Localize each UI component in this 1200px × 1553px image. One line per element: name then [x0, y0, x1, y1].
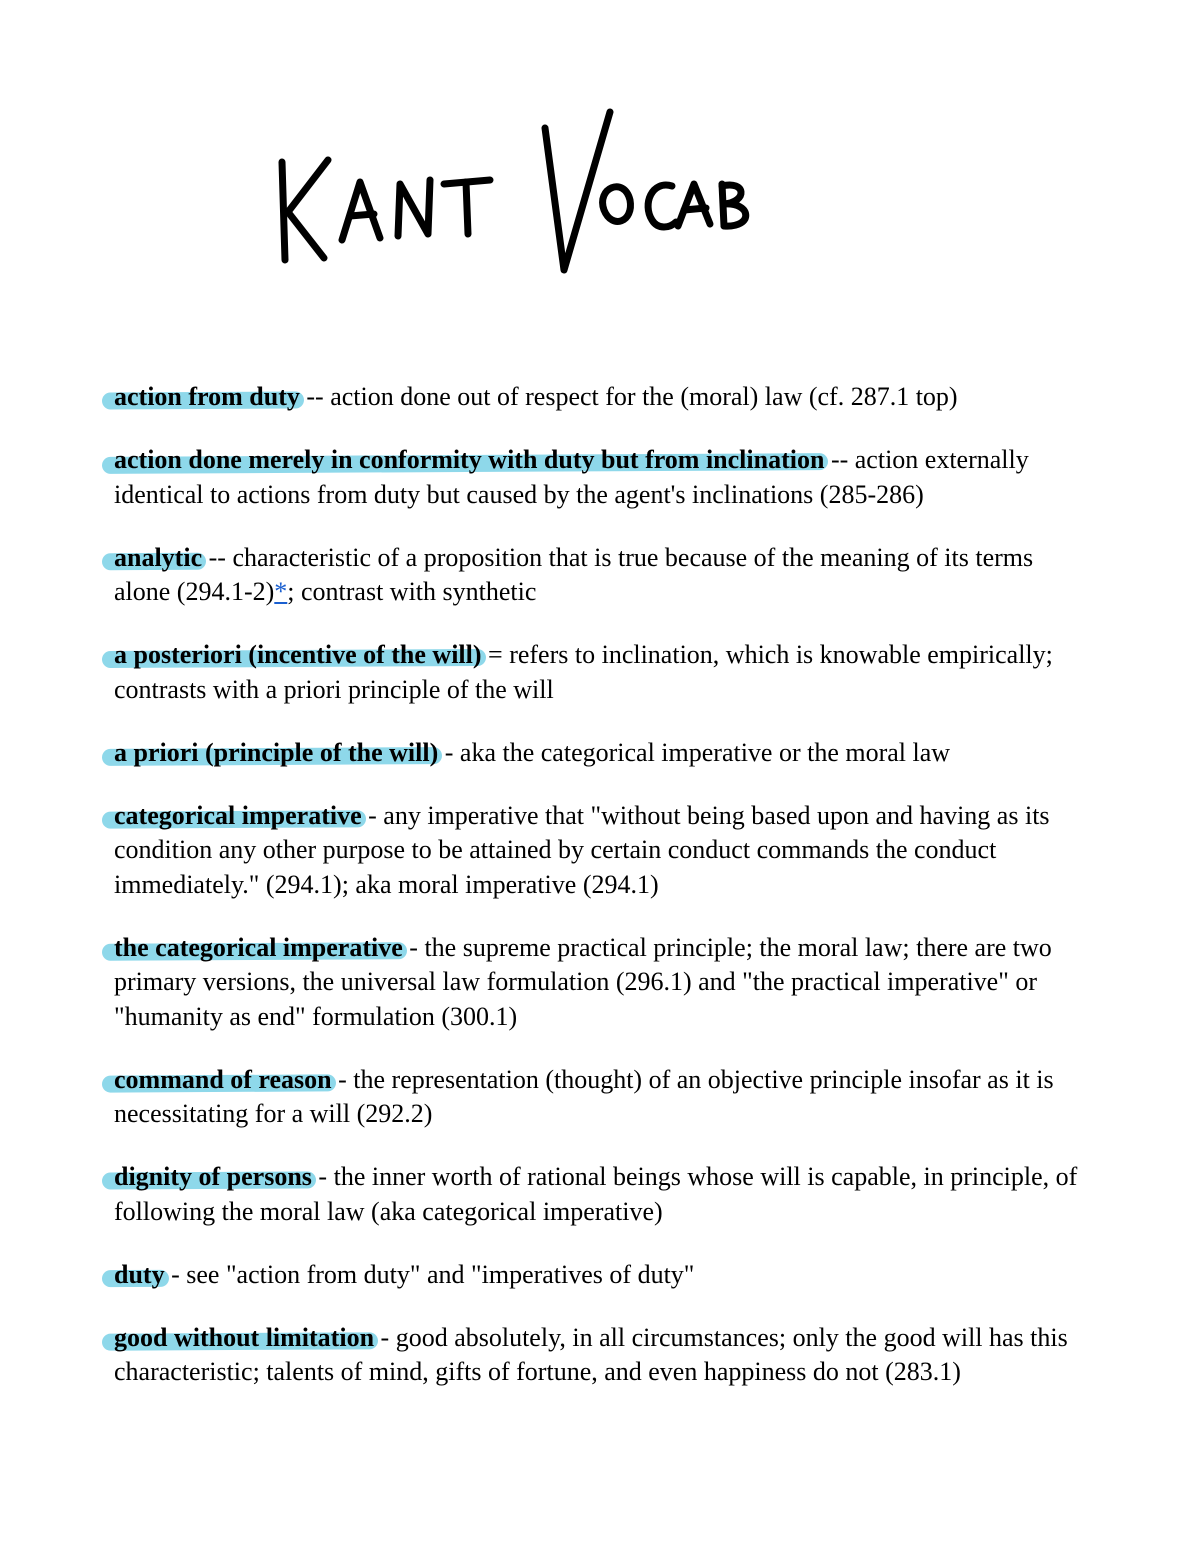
vocab-entry	[114, 380, 1094, 415]
vocab-definition: characteristic of a proposition that is true because of the meaning of its terms alone (294.1-2)	[114, 542, 1034, 606]
vocab-definition: the inner worth of rational beings whose will is capable, in principle, of following the moral law (aka categorical imperative)	[114, 1162, 1078, 1226]
vocab-term: good without limitation	[114, 1322, 375, 1352]
term-separator: --	[299, 382, 331, 411]
vocab-entry	[114, 1160, 1094, 1229]
vocab-definition: the supreme practical principle; the moral law; there are two primary versions, the universal law formulation (296.1) and "the practical imperative" or "humanity as end" formulation (300.1)	[114, 932, 1052, 1031]
vocab-entry	[114, 541, 1094, 610]
term-separator: =	[481, 640, 510, 669]
handwritten-title	[260, 100, 780, 290]
term-separator: -	[438, 737, 460, 767]
term-separator: -	[164, 1259, 187, 1289]
vocab-entry	[114, 1258, 1094, 1293]
vocab-term: dignity of persons	[114, 1162, 312, 1191]
vocab-entry	[114, 1321, 1094, 1390]
vocab-definition: aka the categorical imperative or the moral law	[459, 737, 951, 767]
vocab-term: command of reason	[114, 1064, 332, 1094]
vocab-term: action done merely in conformity with duty but from inclination	[114, 445, 825, 474]
vocab-entry	[114, 638, 1094, 707]
vocab-list	[114, 380, 1094, 1418]
footnote-link[interactable]: *	[274, 577, 288, 606]
vocab-definition: the representation (thought) of an objective principle insofar as it is necessitating for a will (292.2)	[114, 1064, 1054, 1128]
vocab-definition: action externally identical to actions from duty but caused by the agent's inclinations (285-286)	[114, 445, 1029, 509]
vocab-entry	[114, 799, 1094, 903]
term-separator: -	[374, 1322, 396, 1352]
vocab-definition: action done out of respect for the (moral) law (cf. 287.1 top)	[330, 382, 958, 411]
term-separator: -	[361, 800, 384, 830]
term-separator: -	[331, 1064, 354, 1094]
term-separator: -	[311, 1162, 334, 1191]
term-separator: --	[202, 542, 233, 572]
vocab-term: a priori (principle of the will)	[114, 737, 439, 767]
term-separator: --	[824, 445, 855, 474]
vocab-term: duty	[114, 1259, 165, 1289]
vocab-entry	[114, 931, 1094, 1035]
vocab-term: action from duty	[114, 382, 300, 411]
vocab-term: the categorical imperative	[114, 932, 403, 962]
vocab-definition: see "action from duty" and "imperatives of duty"	[186, 1259, 695, 1289]
vocab-entry	[114, 1063, 1094, 1132]
vocab-entry	[114, 736, 1094, 771]
vocab-definition-continued: ; contrast with synthetic	[287, 577, 537, 606]
vocab-entry	[114, 443, 1094, 512]
vocab-term: a posteriori (incentive of the will)	[114, 640, 482, 669]
vocab-definition: good absolutely, in all circumstances; only the good will has this characteristic; talents of mind, gifts of fortune, and even happiness do not (283.1)	[114, 1322, 1068, 1386]
term-separator: -	[402, 932, 425, 962]
vocab-definition: any imperative that "without being based upon and having as its condition any other purpose to be attained by certain conduct commands the conduct immediately." (294.1); aka moral imperative (294.1)	[114, 800, 1050, 899]
vocab-definition: refers to inclination, which is knowable empirically; contrasts with a priori principle of the will	[114, 640, 1053, 704]
vocab-term: categorical imperative	[114, 800, 362, 830]
vocab-term: analytic	[114, 542, 203, 572]
